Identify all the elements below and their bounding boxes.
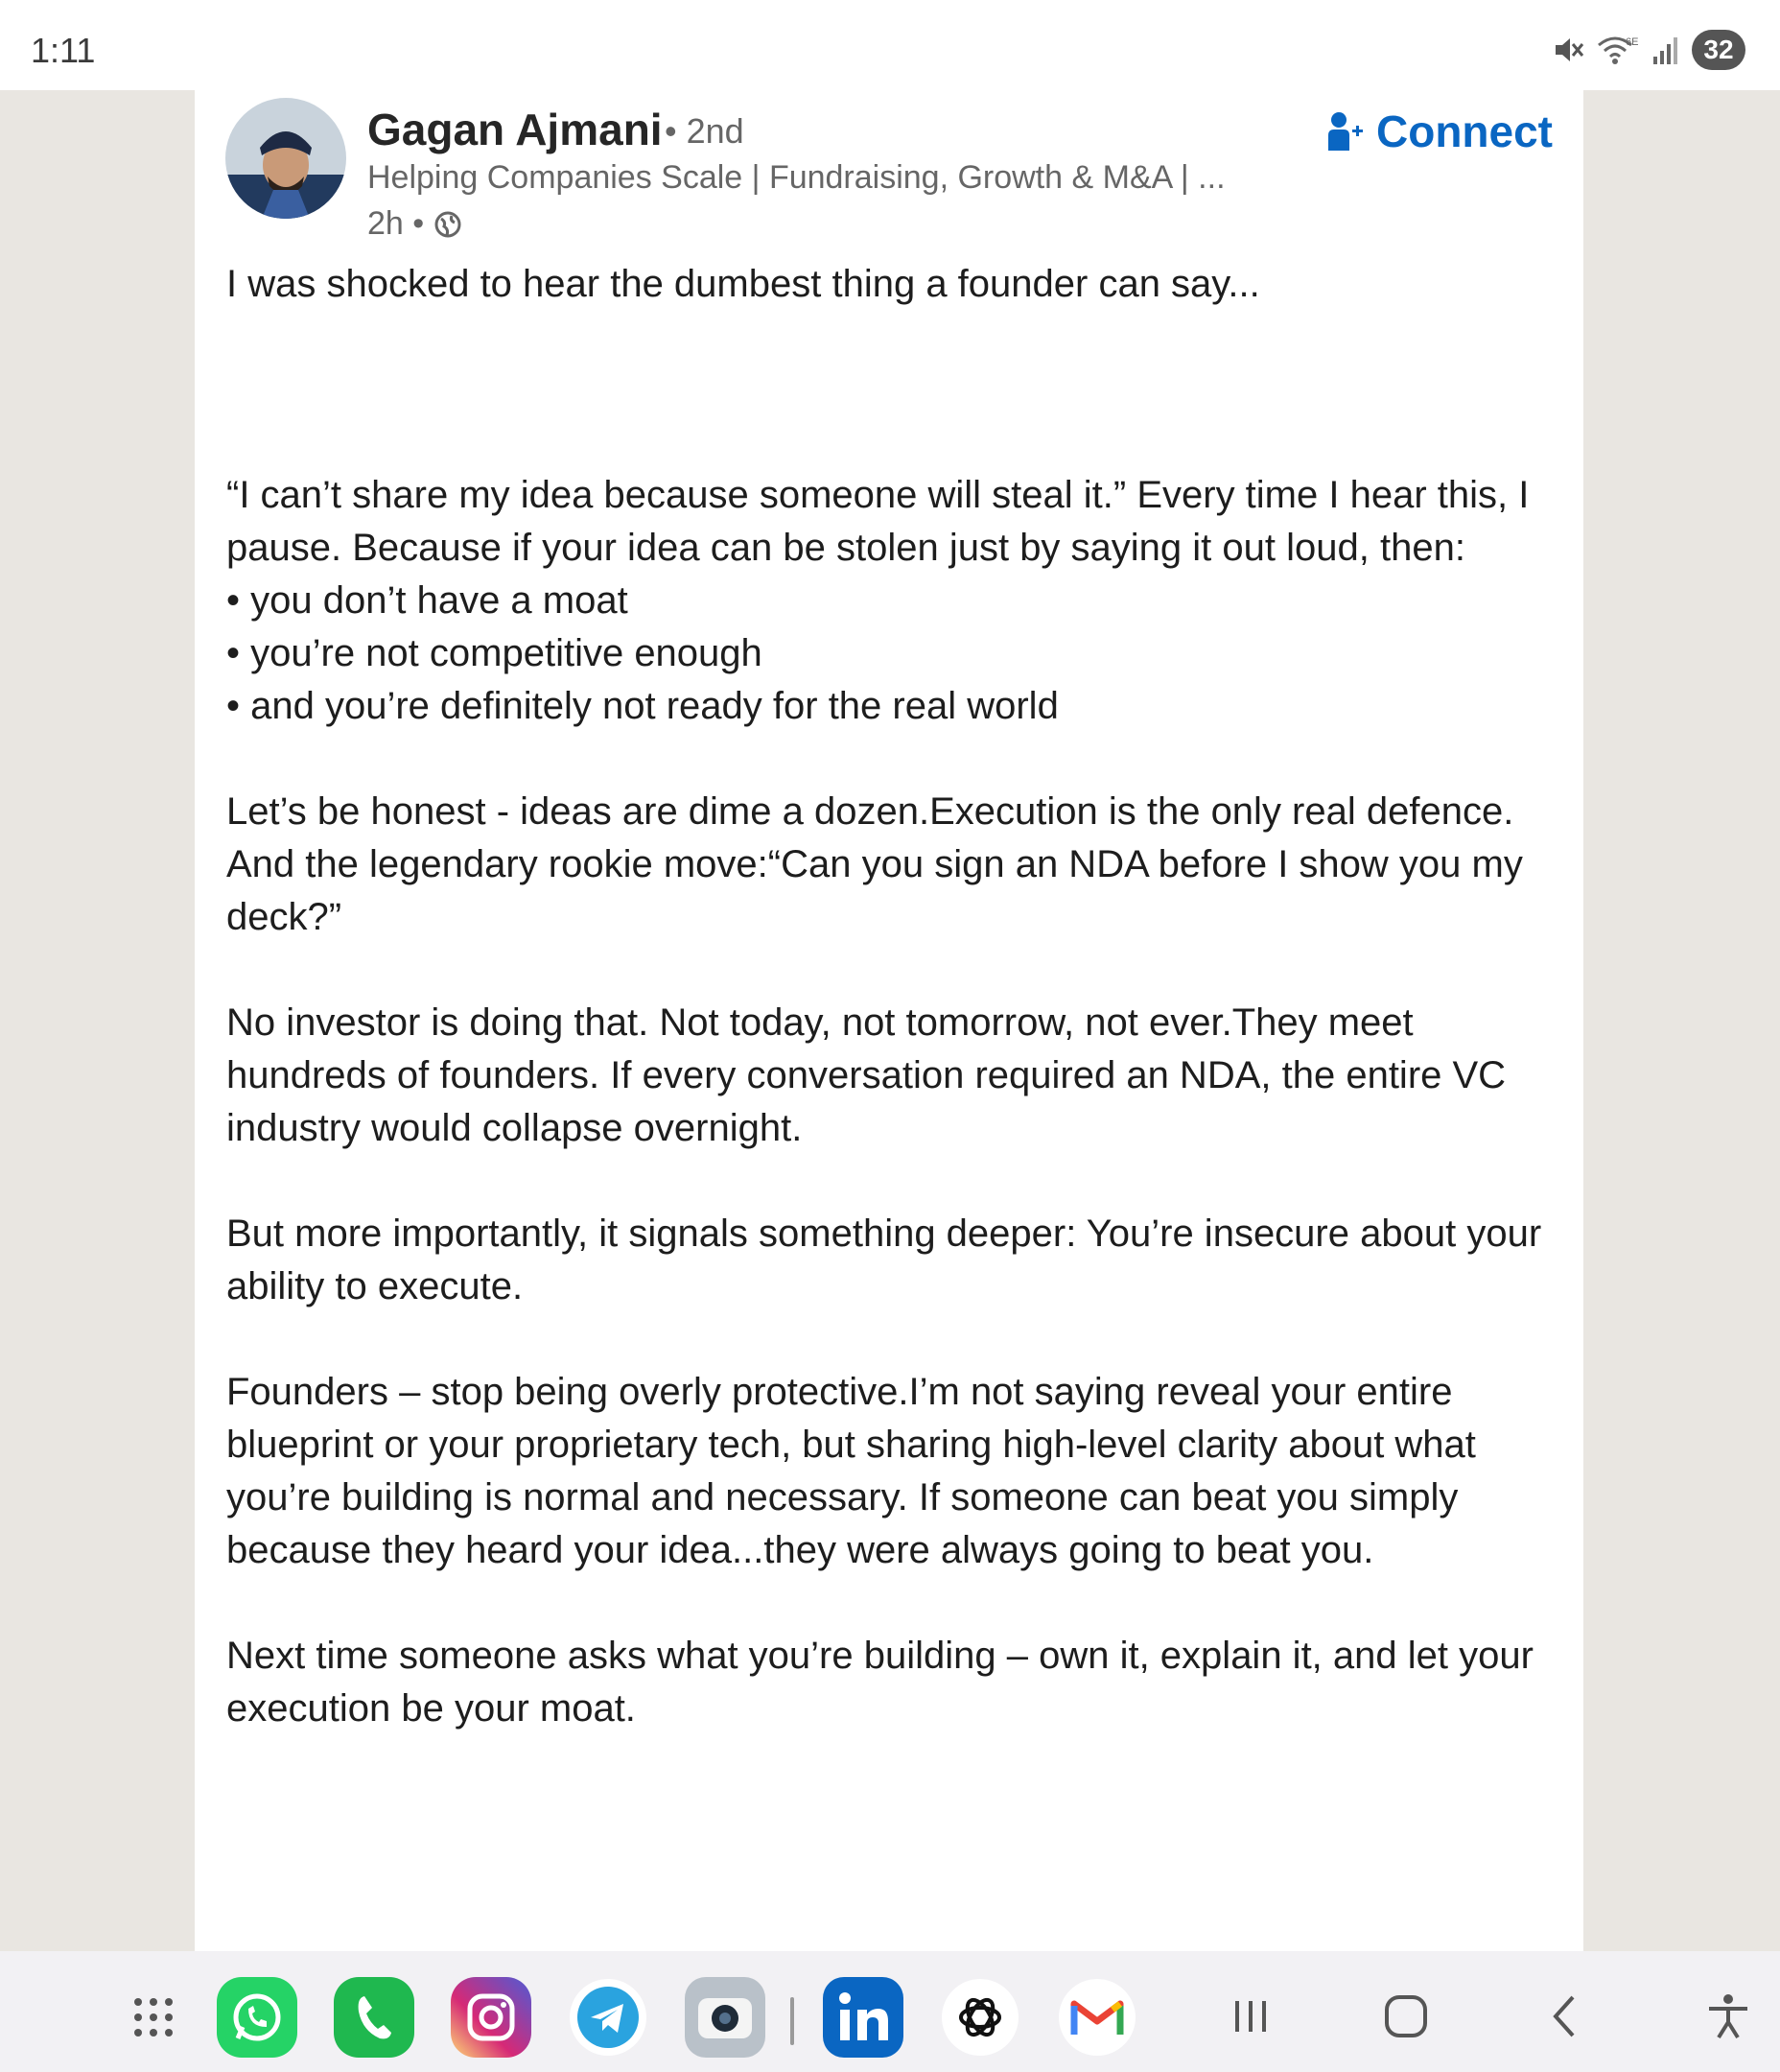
camera-icon[interactable]	[685, 1977, 765, 2058]
instagram-icon[interactable]	[451, 1977, 531, 2058]
post-time: 2h •	[367, 205, 425, 242]
post-paragraph: “I can’t share my idea because someone will steal it.” Every time I hear this, I pause. Because if your idea can be stolen just by saying it out loud, then:	[226, 474, 1530, 569]
recents-icon[interactable]	[1222, 1988, 1279, 2045]
gmail-icon[interactable]	[1057, 1977, 1137, 2058]
bullet-item: • and you’re definitely not ready for the real world	[226, 685, 1059, 727]
connection-degree: • 2nd	[665, 111, 744, 151]
phone-icon[interactable]	[334, 1977, 414, 2058]
back-icon[interactable]	[1536, 1988, 1594, 2045]
post-card	[195, 90, 1583, 1951]
post-paragraph: But more importantly, it signals something deeper: You’re insecure about your ability to execute.	[226, 1213, 1542, 1307]
mute-icon	[1552, 34, 1584, 66]
post-paragraph: Next time someone asks what you’re building – own it, explain it, and let your execution be your moat.	[226, 1635, 1534, 1730]
globe-icon	[433, 210, 462, 239]
post-paragraph: I was shocked to hear the dumbest thing a founder can say...	[226, 263, 1260, 305]
app-dock	[0, 1951, 1780, 2072]
connect-label: Connect	[1376, 106, 1553, 156]
bullet-item: • you’re not competitive enough	[226, 632, 762, 674]
post-paragraph: No investor is doing that. Not today, not tomorrow, not ever.They meet hundreds of founders. If every conversation required an NDA, the entire VC industry would collapse overnight.	[226, 1001, 1507, 1149]
post-paragraph: Let’s be honest - ideas are dime a dozen.Execution is the only real defence.	[226, 790, 1514, 833]
dock-divider	[790, 1997, 794, 2045]
app-drawer-icon[interactable]	[113, 1977, 194, 2058]
bullet-item: • you don’t have a moat	[226, 579, 628, 622]
add-person-icon	[1326, 110, 1365, 153]
wifi-icon	[1596, 34, 1640, 66]
avatar[interactable]	[225, 98, 346, 219]
status-icons	[1552, 29, 1745, 71]
post-paragraph: And the legendary rookie move:“Can you sign an NDA before I show you my deck?”	[226, 843, 1523, 938]
battery-indicator: 32	[1692, 30, 1745, 70]
status-time: 1:11	[31, 31, 96, 70]
svg-text:6E: 6E	[1626, 36, 1639, 48]
connect-button[interactable]	[1326, 106, 1553, 157]
author-name[interactable]: Gagan Ajmani	[367, 105, 663, 154]
post-body	[226, 258, 1559, 1735]
post-paragraph: Founders – stop being overly protective.I’m not saying reveal your entire blueprint or your proprietary tech, but sharing high-level clarity about what you’re building is normal and necessary. If someone can beat you simply because they heard your idea...they were always going to beat you.	[226, 1371, 1476, 1571]
chatgpt-icon[interactable]	[940, 1977, 1020, 2058]
author-headline: Helping Companies Scale | Fundraising, Growth & M&A | ...	[367, 159, 1226, 196]
whatsapp-icon[interactable]	[217, 1977, 297, 2058]
signal-icon	[1651, 34, 1680, 66]
accessibility-icon[interactable]	[1699, 1988, 1757, 2045]
telegram-icon[interactable]	[568, 1977, 648, 2058]
home-icon[interactable]	[1377, 1988, 1435, 2045]
linkedin-icon[interactable]	[823, 1977, 903, 2058]
post-meta	[367, 205, 462, 243]
status-bar	[0, 0, 1780, 90]
